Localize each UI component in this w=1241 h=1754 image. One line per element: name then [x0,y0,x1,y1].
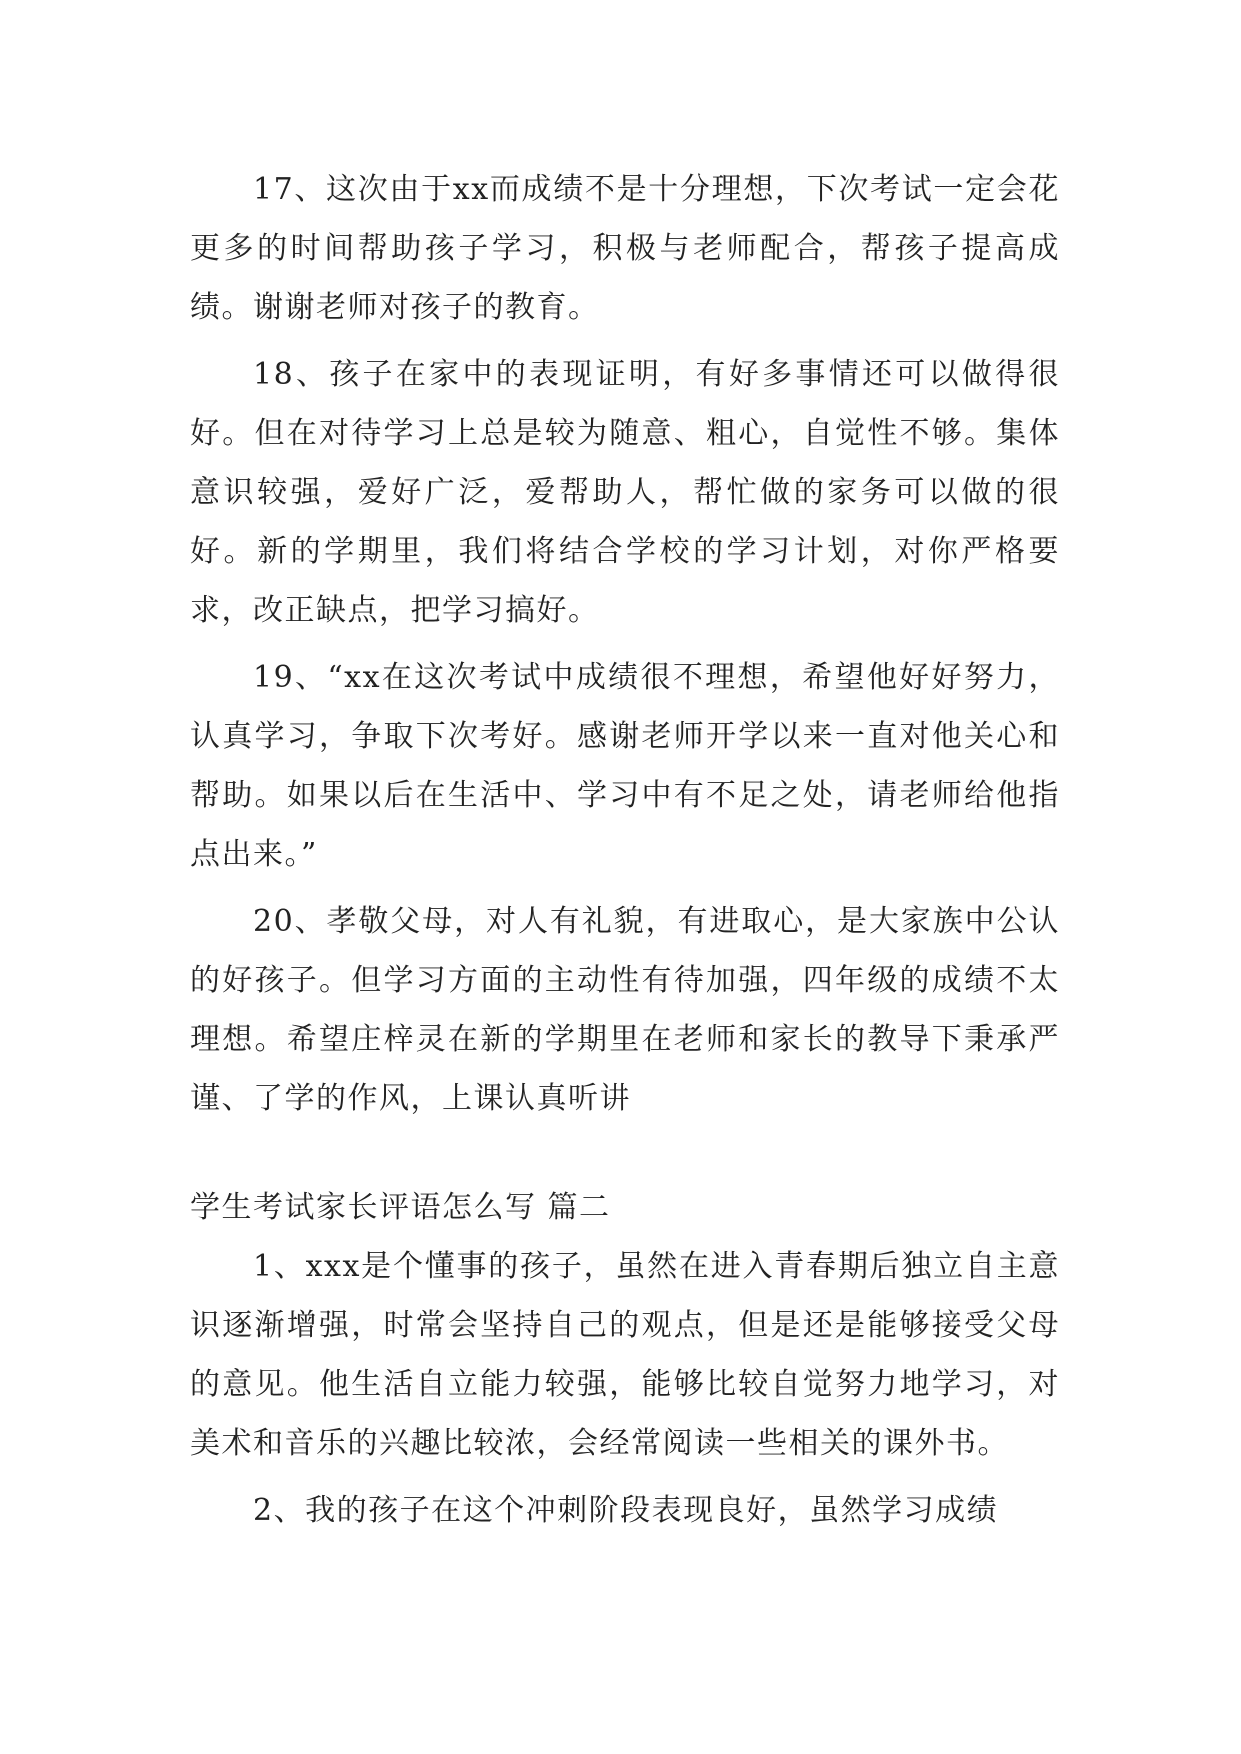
comment-paragraph-2: 2、我的孩子在这个冲刺阶段表现良好，虽然学习成绩 [253,1493,999,1528]
comment-paragraph-18: 18、孩子在家中的表现证明，有好多事情还可以做得很好。但在对待学习上总是较为随意、粗心，自觉性不够。集体意识较强，爱好广泛，爱帮助人，帮忙做的家务可以做的很好。新的学期里，我们将结合学校的学习计划，对你严格要求，改正缺点，把学习搞好。 [190,357,1060,628]
document-body [190,160,1060,1548]
comment-paragraph-19: 19、“xx在这次考试中成绩很不理想，希望他好好努力，认真学习，争取下次考好。感谢老师开学以来一直对他关心和帮助。如果以后在生活中、学习中有不足之处，请老师给他指点出来。” [190,660,1060,872]
comment-paragraph-20: 20、孝敬父母，对人有礼貌，有进取心，是大家族中公认的好孩子。但学习方面的主动性有待加强，四年级的成绩不太理想。希望庄梓灵在新的学期里在老师和家长的教导下秉承严谨、了学的作风，上课认真听讲 [190,904,1060,1116]
comment-paragraph-17: 17、这次由于xx而成绩不是十分理想，下次考试一定会花更多的时间帮助孩子学习，积极与老师配合，帮孩子提高成绩。谢谢老师对孩子的教育。 [190,172,1060,325]
comment-paragraph-1: 1、xxx是个懂事的孩子，虽然在进入青春期后独立自主意识逐渐增强，时常会坚持自己的观点，但是还是能够接受父母的意见。他生活自立能力较强，能够比较自觉努力地学习，对美术和音乐的兴趣比较浓，会经常阅读一些相关的课外书。 [190,1249,1060,1461]
section-heading: 学生考试家长评语怎么写 篇二 [190,1190,611,1225]
